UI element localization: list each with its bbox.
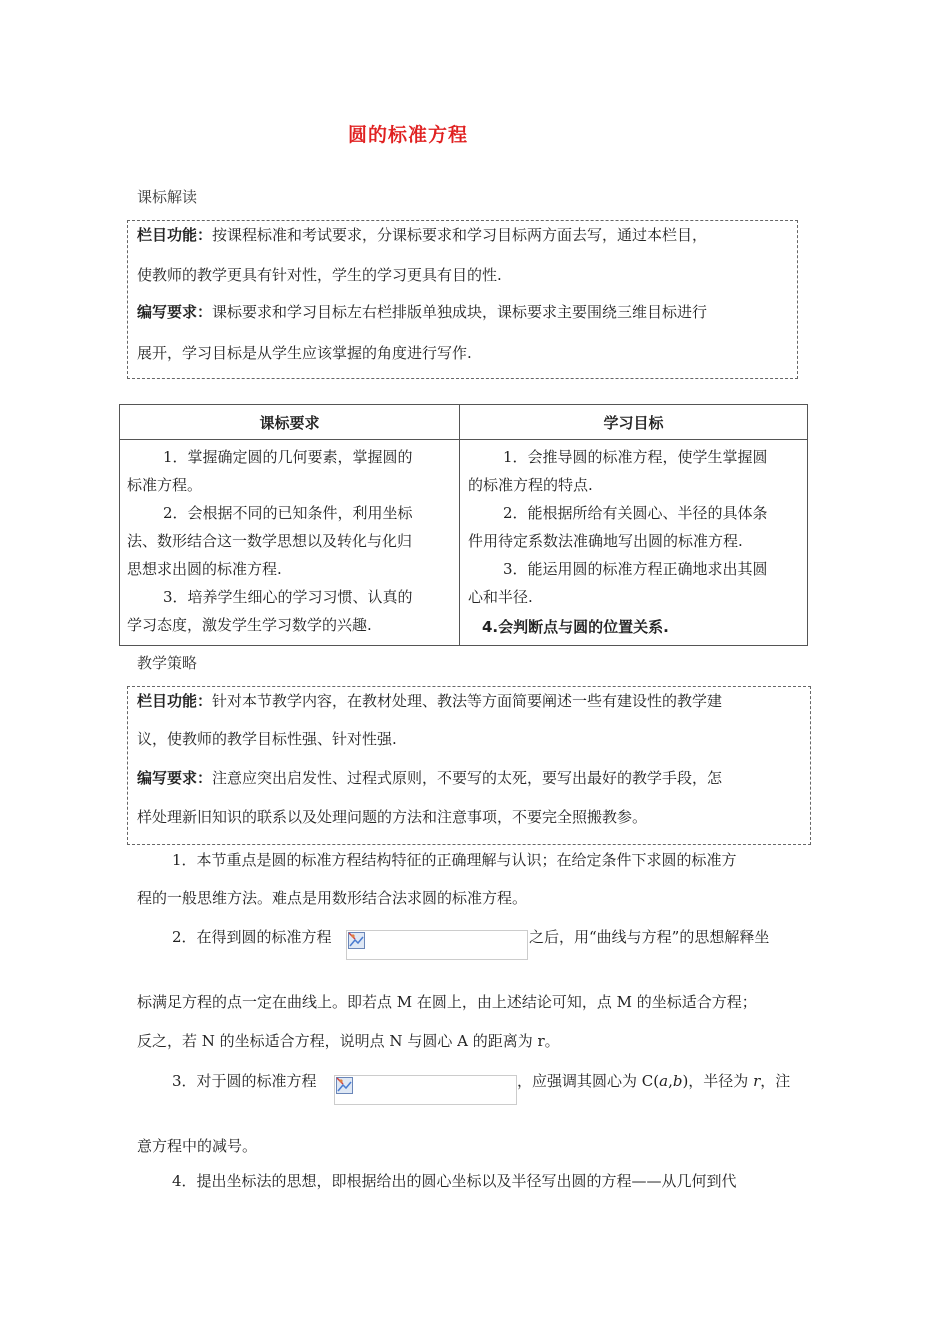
function-label: 栏目功能： xyxy=(137,692,213,710)
writing-line-2: 展开，学习目标是从学生应该掌握的角度进行写作. xyxy=(137,344,472,362)
paragraph-3-line-2: 意方程中的减号。 xyxy=(137,1137,258,1155)
formula-image-2 xyxy=(334,1075,517,1105)
function-line-2: 使教师的教学更具有针对性，学生的学习更具有目的性. xyxy=(137,266,502,284)
table-line: 1．掌握确定圆的几何要素，掌握圆的 xyxy=(163,448,413,466)
broken-image-icon xyxy=(348,932,366,950)
function-line-1: 栏目功能：按课程标准和考试要求，分课标要求和学习目标两方面去写，通过本栏目， xyxy=(137,226,708,244)
table-line: 3．培养学生细心的学习习惯、认真的 xyxy=(163,588,413,606)
goals-table xyxy=(119,404,808,646)
section-label-strategy: 教学策略 xyxy=(137,654,198,672)
table-line: 1．会推导圆的标准方程，使学生掌握圆 xyxy=(503,448,768,466)
writing-label: 编写要求： xyxy=(137,303,213,321)
writing-line-2: 样处理新旧知识的联系以及处理问题的方法和注意事项，不要完全照搬教参。 xyxy=(137,808,648,826)
paragraph-2-after: 之后，用“曲线与方程”的思想解释坐 xyxy=(529,928,770,946)
paragraph-4-line-1: 4．提出坐标法的思想，即根据给出的圆心坐标以及半径写出圆的方程——从几何到代 xyxy=(172,1172,737,1190)
formula-image-1 xyxy=(346,930,528,960)
table-line: 思想求出圆的标准方程. xyxy=(127,560,282,578)
info-box-strategy xyxy=(127,686,811,845)
table-line: 的标准方程的特点. xyxy=(468,476,593,494)
table-line: 心和半径. xyxy=(468,588,533,606)
info-box-curriculum xyxy=(127,220,798,379)
paragraph-3-after: ，应强调其圆心为 C(a,b)，半径为 r，注 xyxy=(517,1072,791,1090)
table-line: 件用待定系数法准确地写出圆的标准方程. xyxy=(468,532,743,550)
table-header-objectives: 学习目标 xyxy=(460,405,808,440)
table-line: 3．能运用圆的标准方程正确地求出其圆 xyxy=(503,560,768,578)
table-line: 学习态度，激发学生学习数学的兴趣. xyxy=(127,616,372,634)
table-cell-requirements xyxy=(120,440,460,646)
paragraph-1-line-1: 1．本节重点是圆的标准方程结构特征的正确理解与认识；在给定条件下求圆的标准方 xyxy=(172,851,737,869)
table-line: 2．能根据所给有关圆心、半径的具体条 xyxy=(503,504,768,522)
writing-line-1: 编写要求：课标要求和学习目标左右栏排版单独成块，课标要求主要围绕三维目标进行 xyxy=(137,303,708,321)
paragraph-1-line-2: 程的一般思维方法。难点是用数形结合法求圆的标准方程。 xyxy=(137,889,528,907)
paragraph-2-line-3: 反之，若 N 的坐标适合方程，说明点 N 与圆心 A 的距离为 r。 xyxy=(137,1032,560,1050)
table-line: 标准方程。 xyxy=(127,476,203,494)
table-line: 4.会判断点与圆的位置关系. xyxy=(482,618,669,636)
function-line-1: 栏目功能：针对本节教学内容，在教材处理、教法等方面简要阐述一些有建设性的教学建 xyxy=(137,692,723,710)
writing-line-1: 编写要求：注意应突出启发性、过程式原则，不要写的太死，要写出最好的教学手段，怎 xyxy=(137,769,723,787)
table-line: 2．会根据不同的已知条件，利用坐标 xyxy=(163,504,413,522)
section-label-curriculum: 课标解读 xyxy=(137,188,198,206)
writing-label: 编写要求： xyxy=(137,769,213,787)
function-label: 栏目功能： xyxy=(137,226,213,244)
paragraph-2-before: 2．在得到圆的标准方程 xyxy=(172,928,332,946)
broken-image-icon xyxy=(336,1077,354,1095)
paragraph-3-before: 3．对于圆的标准方程 xyxy=(172,1072,317,1090)
function-line-2: 议，使教师的教学目标性强、针对性强. xyxy=(137,730,397,748)
table-cell-objectives xyxy=(460,440,808,646)
document-title: 圆的标准方程 xyxy=(347,124,468,146)
table-header-requirements: 课标要求 xyxy=(120,405,460,440)
paragraph-2-line-2: 标满足方程的点一定在曲线上。即若点 M 在圆上，由上述结论可知，点 M 的坐标适合方程； xyxy=(137,993,757,1011)
table-line: 法、数形结合这一数学思想以及转化与化归 xyxy=(127,532,413,550)
